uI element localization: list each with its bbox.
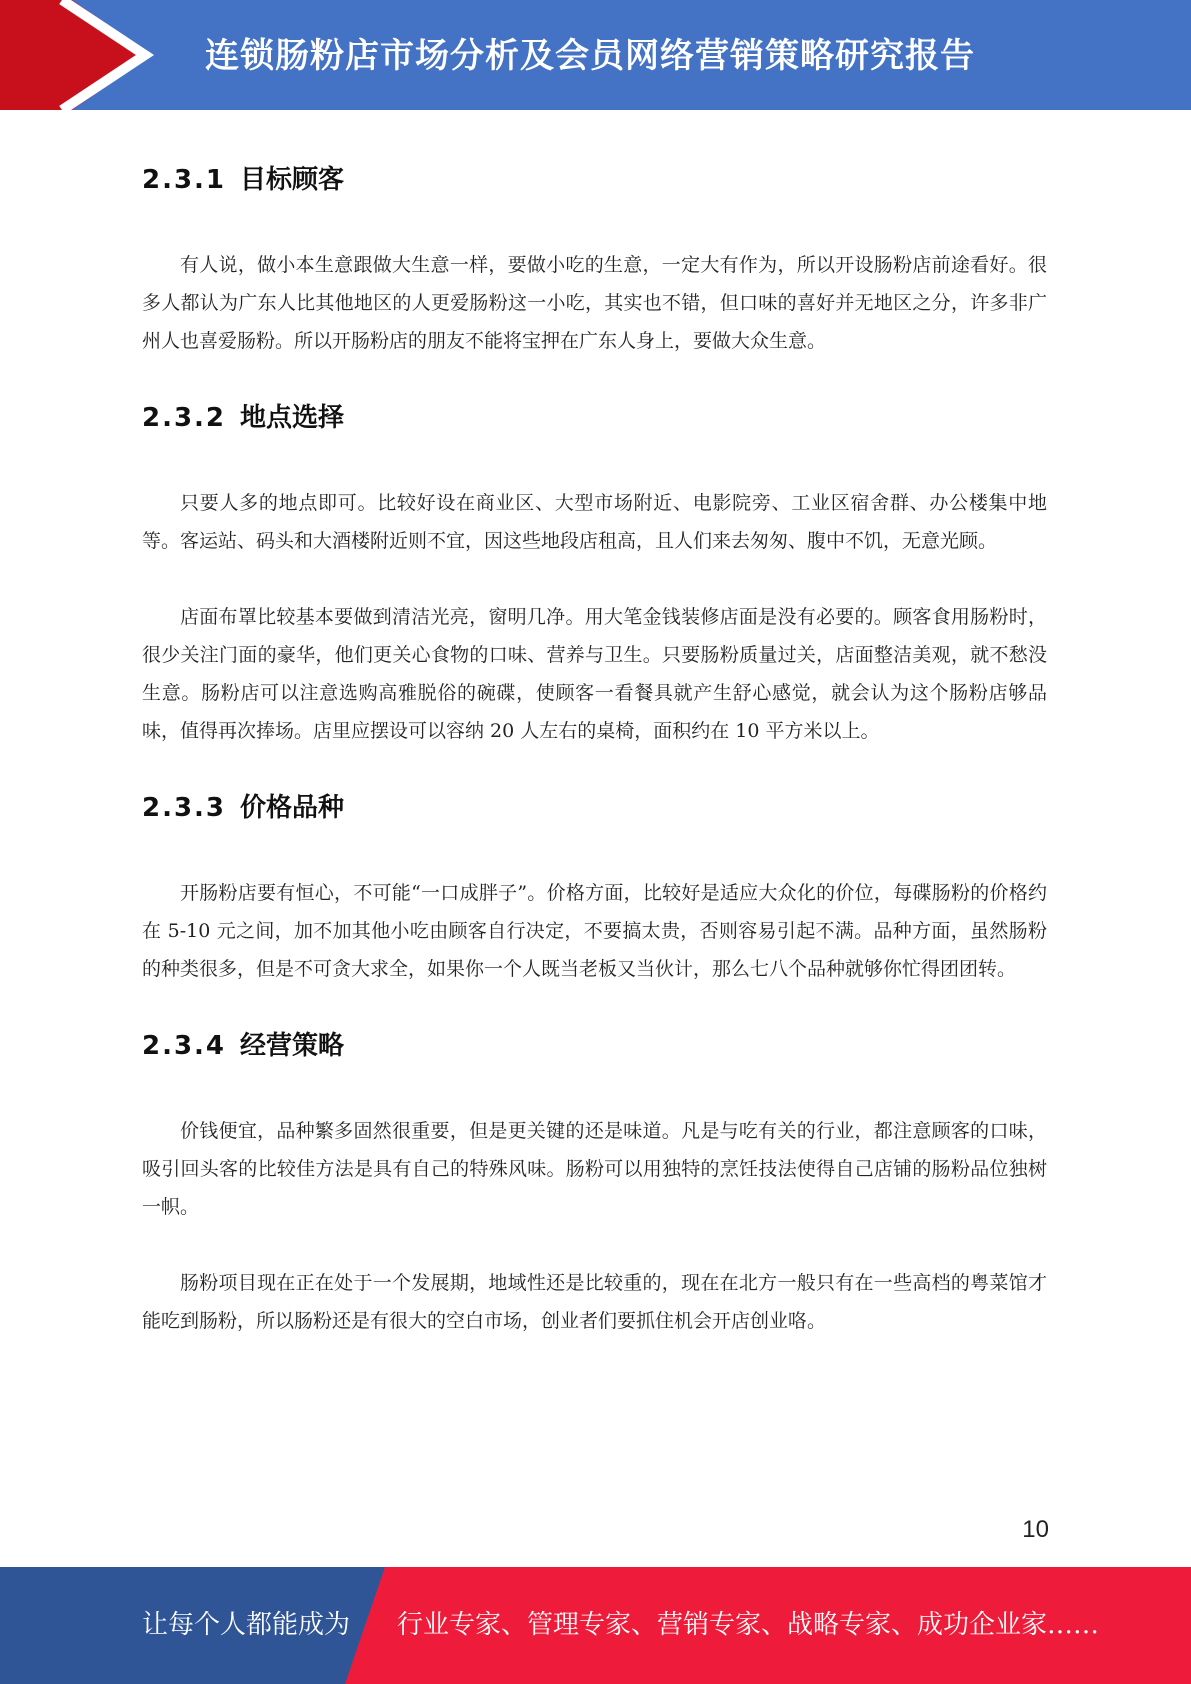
- paragraph: 价钱便宜，品种繁多固然很重要，但是更关键的还是味道。凡是与吃有关的行业，都注意顾客的口味，吸引回头客的比较佳方法是具有自己的特殊风味。肠粉可以用独特的烹饪技法使得自己店铺的肠粉品位独树一帜。: [142, 1120, 1047, 1218]
- section-title: 经营策略: [240, 1031, 345, 1061]
- paragraph: 开肠粉店要有恒心，不可能“一口成胖子”。价格方面，比较好是适应大众化的价位，每碟肠粉的价格约在 5-10 元之间，加不加其他小吃由顾客自行决定，不要搞太贵，否则容易引起不满。品种方面，虽然肠粉的种类很多，但是不可贪大求全，如果你一个人既当老板又当伙计，那么七八个品种就够你忙得团团转。: [142, 882, 1047, 980]
- document-body: [142, 150, 1047, 1340]
- section-heading: [142, 1016, 1047, 1076]
- paragraph: 只要人多的地点即可。比较好设在商业区、大型市场附近、电影院旁、工业区宿舍群、办公楼集中地等。客运站、码头和大酒楼附近则不宜，因这些地段店租高，且人们来去匆匆、腹中不饥，无意光顾。: [142, 492, 1047, 552]
- footer-slogan-left: 让每个人都能成为: [142, 1610, 351, 1640]
- section-title: 目标顾客: [240, 165, 345, 195]
- section-number: 2.3.2: [142, 403, 227, 433]
- paragraph: 有人说，做小本生意跟做大生意一样，要做小吃的生意，一定大有作为，所以开设肠粉店前途看好。很多人都认为广东人比其他地区的人更爱肠粉这一小吃，其实也不错，但口味的喜好并无地区之分，许多非广州人也喜爱肠粉。所以开肠粉店的朋友不能将宝押在广东人身上，要做大众生意。: [142, 254, 1047, 352]
- section-2-3-1: [142, 150, 1047, 360]
- section-heading: [142, 388, 1047, 448]
- section-2-3-2: [142, 388, 1047, 750]
- section-2-3-3: [142, 778, 1047, 988]
- section-title: 价格品种: [240, 793, 345, 823]
- section-title: 地点选择: [240, 403, 345, 433]
- section-2-3-4: [142, 1016, 1047, 1340]
- section-number: 2.3.3: [142, 793, 227, 823]
- section-heading: [142, 778, 1047, 838]
- report-title: 连锁肠粉店市场分析及会员网络营销策略研究报告: [205, 36, 975, 76]
- page-footer: [0, 1567, 1191, 1684]
- section-number: 2.3.1: [142, 165, 227, 195]
- paragraph: 肠粉项目现在正在处于一个发展期，地域性还是比较重的，现在在北方一般只有在一些高档的粤菜馆才能吃到肠粉，所以肠粉还是有很大的空白市场，创业者们要抓住机会开店创业咯。: [142, 1272, 1047, 1332]
- page-header: [0, 0, 1191, 110]
- paragraph: 店面布罩比较基本要做到清洁光亮，窗明几净。用大笔金钱装修店面是没有必要的。顾客食用肠粉时，很少关注门面的豪华，他们更关心食物的口味、营养与卫生。只要肠粉质量过关，店面整洁美观，就不愁没生意。肠粉店可以注意选购高雅脱俗的碗碟，使顾客一看餐具就产生舒心感觉，就会认为这个肠粉店够品味，值得再次捧场。店里应摆设可以容纳 20 人左右的桌椅，面积约在 10 平方米以上。: [142, 606, 1047, 742]
- footer-slogan-right: 行业专家、管理专家、营销专家、战略专家、成功企业家……: [397, 1610, 1100, 1640]
- section-number: 2.3.4: [142, 1031, 227, 1061]
- section-heading: [142, 150, 1047, 210]
- page-number: 10: [1022, 1516, 1049, 1543]
